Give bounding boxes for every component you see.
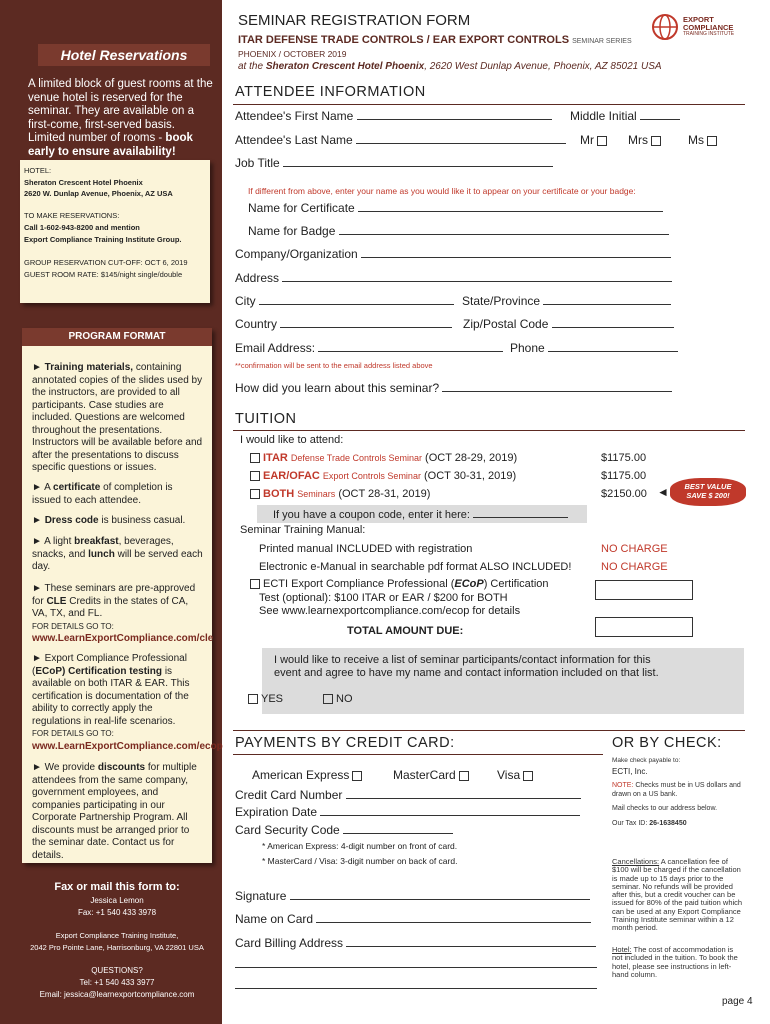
yes-checkbox[interactable]: YES — [245, 693, 283, 705]
billing-line-3[interactable] — [235, 988, 597, 989]
best-value-badge: BEST VALUE SAVE $ 200! — [670, 478, 746, 506]
mail-org: Export Compliance Training Institute, — [55, 931, 179, 940]
hotel-info-note: HOTEL: Sheraton Crescent Hotel Phoenix 2620 W. Dunlap Avenue, Phoenix, AZ USA TO MAKE RESERVATIONS: Call 1-602-943-8200 and mention Export Compliance Training Institute Group. GROUP RESERVATION CUT-OFF: OCT 6, 2019 GUEST ROOM RATE: $145/night single/double — [20, 160, 210, 303]
venue: at the Sheraton Crescent Hotel Phoenix, 2620 West Dunlap Avenue, Phoenix, AZ 85021 USA — [238, 61, 662, 72]
job-title-field[interactable]: Job Title — [235, 156, 553, 170]
middle-initial-field[interactable]: Middle Initial — [570, 109, 680, 123]
amex-checkbox[interactable]: American Express — [252, 768, 365, 782]
ms-checkbox[interactable]: Ms — [688, 133, 720, 147]
tuition-intro: I would like to attend: — [240, 434, 344, 446]
security-code-field[interactable]: Card Security Code — [235, 823, 453, 837]
email-field[interactable]: Email Address: — [235, 341, 503, 355]
p-ecop: ► Export Compliance Professional (ECoP) Certification testing is available on both ITAR & EAR. This certification is documentation of the ability to correctly apply the regulations in real-life scenarios. FOR DETAILS GO TO: www.LearnExportCompliance.com/ecop — [32, 653, 223, 752]
p-certificate: ► A certificate of completion is issued to each attendee. — [32, 482, 173, 506]
billing-line-2[interactable] — [235, 967, 597, 968]
price-ear: $1175.00 — [601, 470, 647, 482]
price-both: $2150.00 — [601, 488, 647, 500]
divider — [233, 730, 745, 731]
name-certificate-field[interactable]: Name for Certificate — [248, 201, 663, 215]
tax-id: Our Tax ID: 26-1638450 — [612, 820, 687, 827]
last-name-field[interactable]: Attendee's Last Name — [235, 133, 566, 147]
hotel-intro: A limited block of guest rooms at the venue hotel is reserved for the seminar. They are available on a first-come, first-served basis. Limited number of rooms - book early to ensure availability! — [28, 78, 213, 158]
ecop-amount-input[interactable] — [595, 580, 693, 600]
electronic-no-charge: NO CHARGE — [601, 561, 668, 573]
signature-field[interactable]: Signature — [235, 889, 590, 903]
phone-field[interactable]: Phone — [510, 341, 678, 355]
program-format-title: PROGRAM FORMAT — [22, 328, 212, 346]
mastercard-checkbox[interactable]: MasterCard — [393, 768, 472, 782]
course-title: ITAR DEFENSE TRADE CONTROLS / EAR EXPORT CONTROLS SEMINAR SERIES — [238, 34, 632, 46]
check-payable: Make check payable to: — [612, 757, 681, 764]
total-label: TOTAL AMOUNT DUE: — [347, 625, 464, 637]
printed-no-charge: NO CHARGE — [601, 543, 668, 555]
p-cle: ► These seminars are pre-approved for CLE Credits in the states of CA, VA, TX, and FL. FOR DETAILS GO TO: www.LearnExportCompliance.com/cle — [32, 583, 214, 644]
p-discounts: ► We provide discounts for multiple attendees from the same company, government employees, and companies participating in our Corporate Partnership Program. All discounts must be arranged prior to the seminar date. Contact us for details. — [32, 762, 197, 861]
check-mail: Mail checks to our address below. — [612, 805, 718, 812]
payment-section-title: PAYMENTS BY CREDIT CARD: — [235, 735, 455, 751]
divider — [233, 754, 603, 755]
state-field[interactable]: State/Province — [462, 294, 671, 308]
option-itar[interactable]: ITAR Defense Trade Controls Seminar (OCT 28-29, 2019) — [247, 452, 517, 464]
mrs-checkbox[interactable]: Mrs — [628, 133, 664, 147]
hotel-reservations-title: Hotel Reservations — [38, 44, 210, 66]
cancellation-policy: Cancellations: A cancellation fee of $100 will be charged if the cancellation is made up to 15 days prior to the seminar. No refunds will be provided after this, but a credit voucher can be issued for 80% of the paid tuition which can be used at any Export Compliance Training Institute seminar within a 12 month period. — [612, 857, 743, 933]
logo-globe-icon — [650, 12, 680, 42]
questions: QUESTIONS? — [91, 966, 143, 975]
attendee-section-title: ATTENDEE INFORMATION — [235, 84, 426, 100]
confirm-note: **confirmation will be sent to the email address listed above — [235, 361, 433, 370]
hotel-cost-note: Hotel: The cost of accommodation is not included in the tuition. To book the hotel, please see instructions in left-hand column. — [612, 945, 738, 979]
electronic-manual: Electronic e-Manual in searchable pdf format ALSO INCLUDED! — [259, 561, 572, 573]
printed-manual: Printed manual INCLUDED with registration — [259, 543, 473, 555]
amex-note: * American Express: 4-digit number on front of card. — [262, 841, 458, 851]
fax-number: Fax: +1 540 433 3978 — [77, 908, 157, 917]
cert-note: If different from above, enter your name as you would like it to appear on your certificate or your badge: — [248, 186, 636, 196]
participant-list-text: I would like to receive a list of seminar participants/contact information for this event and agree to have my name and contact information included on that list. — [274, 654, 659, 679]
coupon-field[interactable]: If you have a coupon code, enter it here: — [273, 507, 568, 521]
check-section-title: OR BY CHECK: — [612, 735, 722, 751]
city-field[interactable]: City — [235, 294, 454, 308]
check-payee: ECTI, Inc. — [612, 767, 648, 776]
country-field[interactable]: Country — [235, 317, 452, 331]
option-ear[interactable]: EAR/OFAC Export Controls Seminar (OCT 30-31, 2019) — [247, 470, 516, 482]
visa-checkbox[interactable]: Visa — [497, 768, 536, 782]
page-number: page 4 — [722, 996, 753, 1007]
divider — [233, 104, 745, 105]
ecop-test: Test (optional): $100 ITAR or EAR / $200 for BOTH — [259, 592, 508, 604]
program-format-note — [22, 328, 223, 863]
price-itar: $1175.00 — [601, 452, 647, 464]
total-amount-input[interactable] — [595, 617, 693, 637]
no-checkbox[interactable]: NO — [320, 693, 353, 705]
mr-checkbox[interactable]: Mr — [580, 133, 610, 147]
check-note: NOTE: Checks must be in US dollars and drawn on a US bank. — [612, 782, 741, 798]
tuition-section-title: TUITION — [235, 411, 297, 427]
logo-line3: TRAINING INSTITUTE — [683, 31, 735, 37]
name-badge-field[interactable]: Name for Badge — [248, 224, 669, 238]
email-contact[interactable]: Email: jessica@learnexportcompliance.com — [39, 990, 195, 999]
tel: Tel: +1 540 433 3977 — [79, 978, 155, 987]
billing-address-field[interactable]: Card Billing Address — [235, 936, 596, 950]
learn-field[interactable]: How did you learn about this seminar? — [235, 381, 672, 395]
ecop-details: See www.learnexportcompliance.com/ecop for details — [259, 605, 521, 617]
divider — [233, 430, 745, 431]
company-field[interactable]: Company/Organization — [235, 247, 671, 261]
mc-visa-note: * MasterCard / Visa: 3-digit number on back of card. — [262, 856, 458, 866]
name-on-card-field[interactable]: Name on Card — [235, 912, 591, 926]
card-number-field[interactable]: Credit Card Number — [235, 788, 581, 802]
zip-field[interactable]: Zip/Postal Code — [463, 317, 674, 331]
ecop-option[interactable]: ECTI Export Compliance Professional (ECoP) Certification — [247, 578, 549, 590]
location-date: PHOENIX / OCTOBER 2019 — [238, 49, 347, 59]
first-name-field[interactable]: Attendee's First Name — [235, 109, 552, 123]
form-title: SEMINAR REGISTRATION FORM — [238, 12, 471, 29]
mail-address: 2042 Pro Pointe Lane, Harrisonburg, VA 22801 USA — [30, 943, 204, 952]
address-field[interactable]: Address — [235, 271, 672, 285]
option-both[interactable]: BOTH Seminars (OCT 28-31, 2019) — [247, 488, 430, 500]
p-food: ► A light breakfast, beverages, snacks, and lunch will be served each day. — [32, 536, 203, 572]
fax-name: Jessica Lemon — [90, 896, 144, 905]
logo-line2: COMPLIANCE — [683, 23, 734, 32]
expiration-field[interactable]: Expiration Date — [235, 805, 580, 819]
fax-title: Fax or mail this form to: — [54, 881, 180, 893]
p-materials: ► Training materials, containing annotated copies of the slides used by the instructors, are provided to all participants. Case studies are included. Questions are welcomed throughout the presentations. Instructors will be available before and after the presentations to discuss specific questions or issues. — [32, 362, 203, 473]
manual-title: Seminar Training Manual: — [240, 524, 366, 536]
logo-line1: EXPORT — [683, 15, 714, 24]
arrow-left-icon: ◄ — [657, 485, 669, 499]
p-dress: ► Dress code is business casual. — [32, 515, 186, 526]
